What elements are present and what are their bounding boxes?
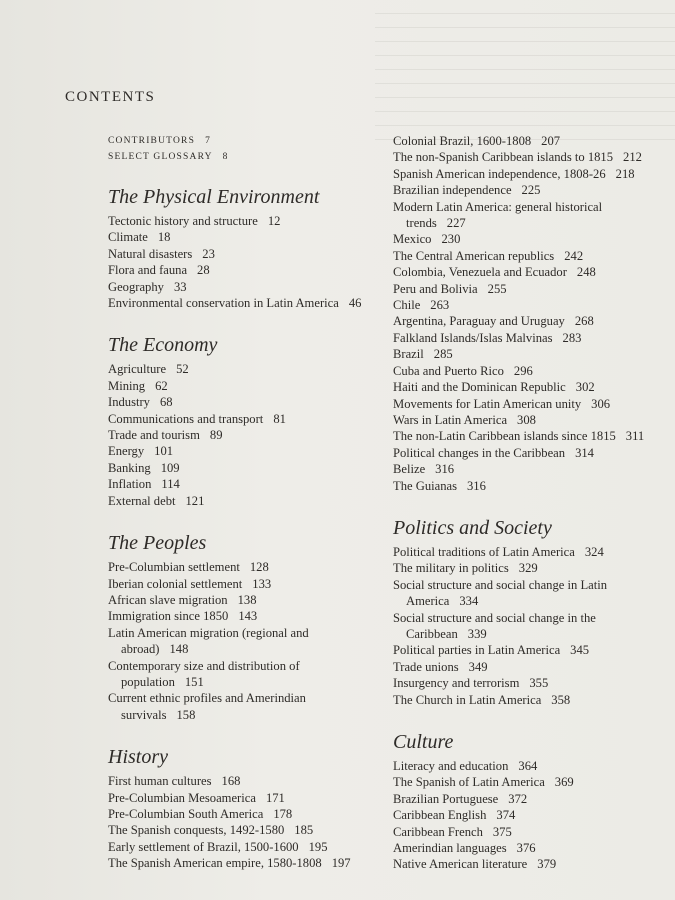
section-list-economy bbox=[108, 361, 378, 509]
toc-entry[interactable]: The military in politics 329 bbox=[393, 561, 538, 576]
toc-entry[interactable]: The non-Spanish Caribbean islands to 1815 212 bbox=[393, 150, 642, 165]
show-through-text bbox=[375, 0, 675, 140]
toc-entry[interactable]: Brazilian independence 225 bbox=[393, 183, 541, 198]
toc-entry[interactable]: Brazilian Portuguese 372 bbox=[393, 791, 528, 806]
toc-entry[interactable]: Flora and fauna 28 bbox=[108, 263, 210, 278]
contents-heading: CONTENTS bbox=[65, 89, 156, 105]
toc-entry[interactable]: Falkland Islands/Islas Malvinas 283 bbox=[393, 330, 582, 345]
toc-entry[interactable]: Political parties in Latin America 345 bbox=[393, 643, 590, 658]
toc-entry[interactable]: Haiti and the Dominican Republic 302 bbox=[393, 380, 595, 395]
toc-entry[interactable]: Inflation 114 bbox=[108, 477, 180, 492]
toc-entry[interactable]: Natural disasters 23 bbox=[108, 246, 215, 261]
toc-entry[interactable]: First human cultures 168 bbox=[108, 774, 241, 789]
toc-entry[interactable]: The Church in Latin America 358 bbox=[393, 692, 571, 707]
toc-entry[interactable]: Cuba and Puerto Rico 296 bbox=[393, 363, 533, 378]
toc-entry[interactable]: The Spanish of Latin America 369 bbox=[393, 775, 574, 790]
front-matter-item[interactable]: SELECT GLOSSARY 8 bbox=[108, 152, 229, 162]
toc-entry[interactable]: External debt 121 bbox=[108, 493, 205, 508]
toc-entry[interactable]: Amerindian languages 376 bbox=[393, 841, 536, 856]
toc-entry[interactable]: Banking 109 bbox=[108, 460, 180, 475]
toc-entry[interactable]: Insurgency and terrorism 355 bbox=[393, 676, 549, 691]
toc-entry[interactable]: Pre-Columbian settlement 128 bbox=[108, 560, 269, 575]
section-list-physical-environment bbox=[108, 213, 378, 311]
toc-entry[interactable]: Energy 101 bbox=[108, 444, 174, 459]
toc-entry[interactable]: Iberian colonial settlement 133 bbox=[108, 576, 272, 591]
toc-entry[interactable]: Mexico 230 bbox=[393, 232, 461, 247]
toc-entry[interactable]: Tectonic history and structure 12 bbox=[108, 214, 281, 228]
toc-entry[interactable]: Caribbean French 375 bbox=[393, 824, 512, 839]
section-list-history-part-1 bbox=[108, 773, 378, 871]
section-list-culture bbox=[393, 758, 663, 873]
section-title-history: History bbox=[108, 746, 168, 769]
toc-entry[interactable]: Colombia, Venezuela and Ecuador 248 bbox=[393, 265, 596, 280]
toc-entry[interactable]: Literacy and education 364 bbox=[393, 759, 538, 773]
toc-entry[interactable]: The Spanish American empire, 1580-1808 197 bbox=[108, 856, 351, 871]
toc-entry[interactable]: Modern Latin America: general historical trends 227 bbox=[393, 199, 603, 231]
toc-entry[interactable]: Movements for Latin American unity 306 bbox=[393, 396, 611, 411]
toc-entry[interactable]: Wars in Latin America 308 bbox=[393, 412, 536, 427]
left-column bbox=[108, 133, 378, 872]
toc-entry[interactable]: Mining 62 bbox=[108, 378, 168, 393]
toc-entry[interactable]: Argentina, Paraguay and Uruguay 268 bbox=[393, 314, 594, 329]
toc-entry[interactable]: Agriculture 52 bbox=[108, 362, 189, 377]
toc-entry[interactable]: Chile 263 bbox=[393, 298, 450, 313]
toc-entry[interactable]: Current ethnic profiles and Amerindian survivals 158 bbox=[108, 691, 306, 722]
toc-entry[interactable]: Trade unions 349 bbox=[393, 659, 488, 674]
toc-entry[interactable]: African slave migration 138 bbox=[108, 592, 257, 607]
section-list-politics-society bbox=[393, 544, 663, 708]
front-matter-list bbox=[108, 133, 378, 165]
section-title-physical-environment: The Physical Environment bbox=[108, 186, 320, 208]
toc-entry[interactable]: Latin American migration (regional and abroad) 148 bbox=[108, 625, 309, 657]
section-list-history-part-2 bbox=[393, 133, 663, 494]
section-list-peoples bbox=[108, 559, 378, 723]
toc-entry[interactable]: Pre-Columbian South America 178 bbox=[108, 806, 293, 821]
toc-entry[interactable]: Early settlement of Brazil, 1500-1600 195 bbox=[108, 839, 328, 854]
section-title-politics-society: Politics and Society bbox=[393, 516, 552, 539]
toc-entry[interactable]: The non-Latin Caribbean islands since 1815 311 bbox=[393, 429, 645, 444]
toc-entry[interactable]: Immigration since 1850 143 bbox=[108, 609, 258, 624]
toc-entry[interactable]: Brazil 285 bbox=[393, 347, 453, 362]
toc-entry[interactable]: Trade and tourism 89 bbox=[108, 428, 223, 443]
toc-entry[interactable]: Political changes in the Caribbean 314 bbox=[393, 445, 594, 460]
toc-entry[interactable]: Industry 68 bbox=[108, 395, 173, 410]
toc-entry[interactable]: Contemporary size and distribution of population 151 bbox=[108, 658, 300, 689]
toc-entry[interactable]: Communications and transport 81 bbox=[108, 411, 286, 426]
toc-entry[interactable]: Belize 316 bbox=[393, 462, 455, 477]
toc-entry[interactable]: Geography 33 bbox=[108, 279, 187, 294]
section-title-culture: Culture bbox=[393, 731, 454, 753]
front-matter-item[interactable]: CONTRIBUTORS 7 bbox=[108, 136, 212, 146]
toc-entry[interactable]: Political traditions of Latin America 324 bbox=[393, 544, 604, 559]
toc-entry[interactable]: The Central American republics 242 bbox=[393, 248, 584, 263]
toc-entry[interactable]: Environmental conservation in Latin America 46 bbox=[108, 296, 362, 311]
toc-entry[interactable]: Caribbean English 374 bbox=[393, 808, 516, 823]
section-title-peoples: The Peoples bbox=[108, 532, 207, 555]
toc-entry[interactable]: Native American literature 379 bbox=[393, 857, 557, 872]
toc-entry[interactable]: The Guianas 316 bbox=[393, 478, 486, 493]
right-column bbox=[393, 133, 663, 873]
section-title-economy: The Economy bbox=[108, 334, 218, 357]
toc-entry[interactable]: Social structure and social change in the Caribbean 339 bbox=[393, 610, 596, 641]
toc-entry[interactable]: Climate 18 bbox=[108, 230, 171, 245]
toc-entry[interactable]: Spanish American independence, 1808-26 218 bbox=[393, 166, 635, 181]
toc-entry[interactable]: Peru and Bolivia 255 bbox=[393, 281, 507, 296]
toc-entry[interactable]: Social structure and social change in Latin America 334 bbox=[393, 577, 608, 609]
toc-entry[interactable]: Colonial Brazil, 1600-1808 207 bbox=[393, 134, 561, 148]
toc-entry[interactable]: The Spanish conquests, 1492-1580 185 bbox=[108, 823, 314, 838]
toc-entry[interactable]: Pre-Columbian Mesoamerica 171 bbox=[108, 790, 285, 805]
